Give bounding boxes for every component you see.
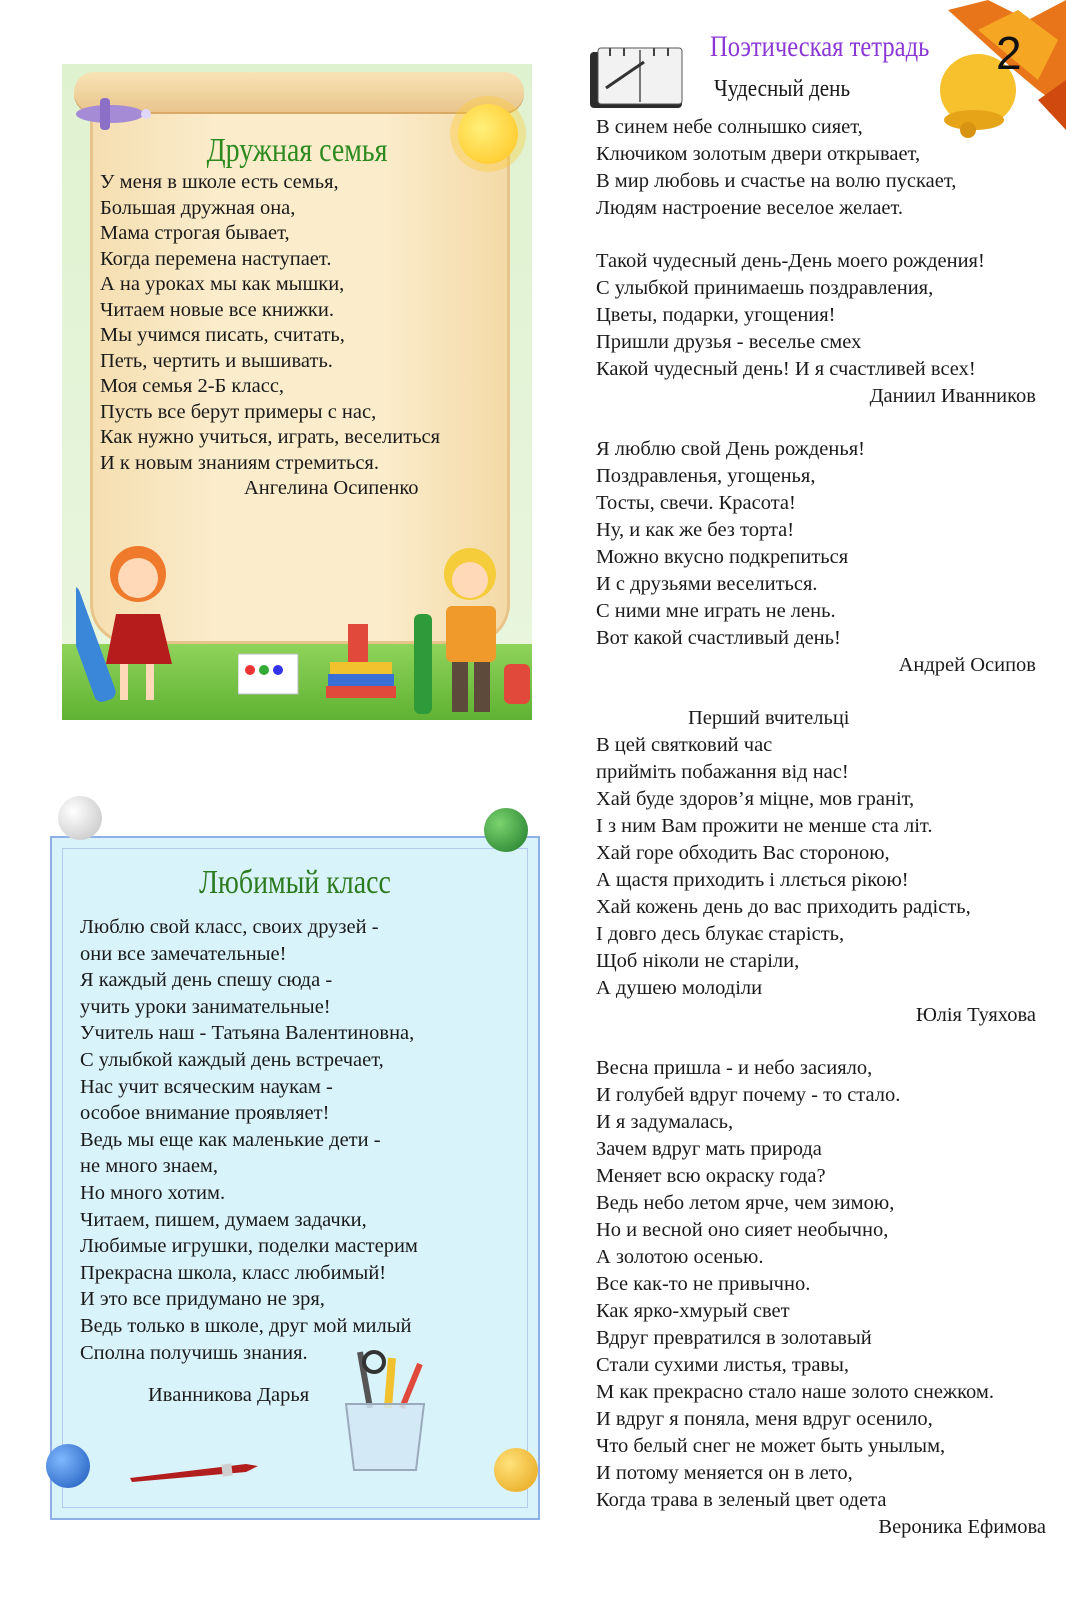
poem-line: І з ним Вам прожити не менше ста літ.: [596, 815, 933, 837]
poem-line: Хай кожень день до вас приходить радість,: [596, 896, 971, 918]
poem-line: Читаем новые все книжки.: [100, 298, 334, 321]
poem-line: М как прекрасно стало наше золото снежком.: [596, 1381, 994, 1403]
poem-line: Я люблю свой День рожденья!: [596, 438, 865, 460]
poem-line: Петь, чертить и вышивать.: [100, 349, 333, 372]
poem-line: Учитель наш - Татьяна Валентиновна,: [80, 1022, 415, 1045]
poem-line: Что белый снег не может быть унылым,: [596, 1435, 946, 1457]
poem-line: А душею молоділи: [596, 977, 763, 999]
poem-line: Вдруг превратился в золотавый: [596, 1327, 872, 1349]
poem-line: Когда перемена наступает.: [100, 247, 332, 270]
poem-line: Читаем, пишем, думаем задачки,: [80, 1208, 367, 1231]
page-number: 2: [996, 27, 1022, 79]
poem-line: Любимые игрушки, поделки мастерим: [80, 1235, 418, 1258]
girl-with-pencil-icon: [76, 534, 216, 714]
scroll-poem-title: Дружная семья: [206, 132, 388, 169]
poem-line: Можно вкусно подкрепиться: [596, 546, 849, 568]
poem-line: Хай буде здоров’я міцне, мов граніт,: [596, 788, 915, 810]
poem-line: Хай горе обходить Вас стороною,: [596, 842, 890, 864]
poem-line: У меня в школе есть семья,: [100, 171, 339, 193]
poem-line: Когда трава в зеленый цвет одета: [596, 1489, 887, 1511]
poem-line: Зачем вдруг мать природа: [596, 1138, 822, 1160]
poem-line: И потому меняется он в лето,: [596, 1462, 853, 1484]
boy-with-pencil-icon: [408, 544, 532, 720]
poem-line: Я каждый день спешу сюда -: [80, 969, 333, 992]
blue-pushpin-icon: [46, 1444, 90, 1488]
poem-line: Моя семья 2-Б класс,: [100, 375, 285, 397]
poem-line: Стали сухими листья, травы,: [596, 1354, 850, 1376]
poem-author: Вероника Ефимова: [878, 1516, 1046, 1538]
poem-line: А золотою осенью.: [596, 1246, 764, 1268]
poem-4: [596, 705, 1056, 1029]
green-pushpin-icon: [484, 808, 528, 852]
poem-line: С ними мне играть не лень.: [596, 600, 836, 622]
page-title: Поэтическая тетрадь: [710, 30, 930, 63]
poem-line: С улыбкой каждый день встречает,: [80, 1048, 384, 1071]
poem-line: В мир любовь и счастье на волю пускает,: [596, 170, 957, 192]
poem-line: И это все придумано не зря,: [80, 1288, 325, 1311]
poem-line: Нас учит всяческим наукам -: [80, 1075, 333, 1098]
poem-line: И я задумалась,: [596, 1111, 734, 1133]
poem-line: Весна пришла - и небо засияло,: [596, 1057, 873, 1079]
poem-line: С улыбкой принимаешь поздравления,: [596, 277, 934, 299]
poem-line: А на уроках мы как мышки,: [100, 273, 345, 295]
poem-line: Как нужно учиться, играть, веселиться: [100, 426, 441, 448]
poem-line: В цей святковий час: [596, 734, 773, 756]
poem-line: В синем небе солнышко сияет,: [596, 116, 863, 138]
poem-line: Все как-то не привычно.: [596, 1273, 811, 1295]
poem-title: Перший вчительці: [688, 707, 850, 729]
poem-line: Меняет всю окраску года?: [596, 1165, 826, 1187]
poem-line: Прекрасна школа, класс любимый!: [80, 1261, 387, 1284]
yellow-pushpin-icon: [494, 1448, 538, 1492]
poem-line: Такой чудесный день-День моего рождения!: [596, 250, 985, 272]
poem-line: Цветы, подарки, угощения!: [596, 304, 836, 326]
poem-line: Но много хотим.: [80, 1181, 226, 1204]
card-poem-title: Любимый класс: [199, 864, 391, 901]
poem-line: И с друзьями веселиться.: [596, 573, 818, 595]
poem-author: Ангелина Осипенко: [244, 477, 419, 499]
poem-line: А щастя приходить і ллється рікою!: [596, 869, 909, 891]
white-pushpin-icon: [58, 796, 102, 840]
poem-line: не много знаем,: [80, 1155, 219, 1178]
poem-line: Вот какой счастливый день!: [596, 627, 841, 649]
poem-line: Ведь только в школе, друг мой милый: [80, 1314, 412, 1337]
poem-line: И к новым знаниям стремиться.: [100, 451, 379, 474]
right-column: [596, 114, 1056, 1567]
poem-line: Щоб ніколи не старіли,: [596, 950, 800, 972]
poem-line: Тосты, свечи. Красота!: [596, 492, 796, 514]
poem-3: [596, 436, 1056, 679]
pen-icon: [126, 1458, 266, 1484]
poem-line: Люблю свой класс, своих друзей -: [80, 916, 379, 938]
poem-line: Мама строгая бывает,: [100, 222, 290, 244]
scroll-poem-panel: [62, 64, 532, 720]
poem-line: И вдруг я поняла, меня вдруг осенило,: [596, 1408, 933, 1430]
poem-line: Ключиком золотым двери открывает,: [596, 143, 921, 165]
scroll-poem-body: [100, 170, 520, 502]
poem-line: они все замечательные!: [80, 942, 287, 965]
poem-line: І довго десь блукає старість,: [596, 923, 845, 945]
poem-line: И голубей вдруг почему - то стало.: [596, 1084, 901, 1106]
poem-line: Сполна получишь знания.: [80, 1341, 308, 1364]
poem-line: Людям настроение веселое желает.: [596, 197, 904, 219]
pencil-cup-icon: [340, 1348, 430, 1474]
poem-line: Ведь небо летом ярче, чем зимою,: [596, 1192, 895, 1214]
poem-author: Андрей Осипов: [898, 654, 1036, 676]
poem-1: [596, 114, 1056, 222]
card-poem-body: [80, 914, 520, 1366]
card-poem-panel: [50, 836, 540, 1520]
poem-line: Поздравленья, угощенья,: [596, 465, 816, 487]
poem-line: Ведь мы еще как маленькие дети -: [80, 1128, 381, 1151]
poem-2: [596, 248, 1056, 410]
notebook-icon: [584, 44, 696, 112]
poem-line: Ну, и как же без торта!: [596, 519, 795, 541]
school-supplies-icon: [238, 594, 408, 710]
poem-line: Но и весной оно сияет необычно,: [596, 1219, 889, 1241]
poem-line: особое внимание проявляет!: [80, 1102, 330, 1125]
poem-author: Юлія Туяхова: [915, 1004, 1036, 1026]
airplane-icon: [66, 96, 152, 132]
poem-author: Даниил Иванников: [869, 385, 1036, 407]
poem-line: Как ярко-хмурый свет: [596, 1300, 790, 1322]
poem-line: Большая дружная она,: [100, 196, 296, 219]
poem-author: Иванникова Дарья: [148, 1384, 310, 1406]
poem-line: Пусть все берут примеры с нас,: [100, 400, 377, 423]
poem-line: прийміть побажання від нас!: [596, 761, 849, 783]
poem-line: Какой чудесный день! И я счастливей всех!: [596, 358, 976, 380]
poem-line: Мы учимся писать, считать,: [100, 324, 345, 346]
page-subtitle: Чудесный день: [714, 76, 851, 102]
poem-5: [596, 1055, 1056, 1541]
poem-line: Пришли друзья - веселье смех: [596, 331, 862, 353]
poem-line: учить уроки занимательные!: [80, 995, 331, 1018]
